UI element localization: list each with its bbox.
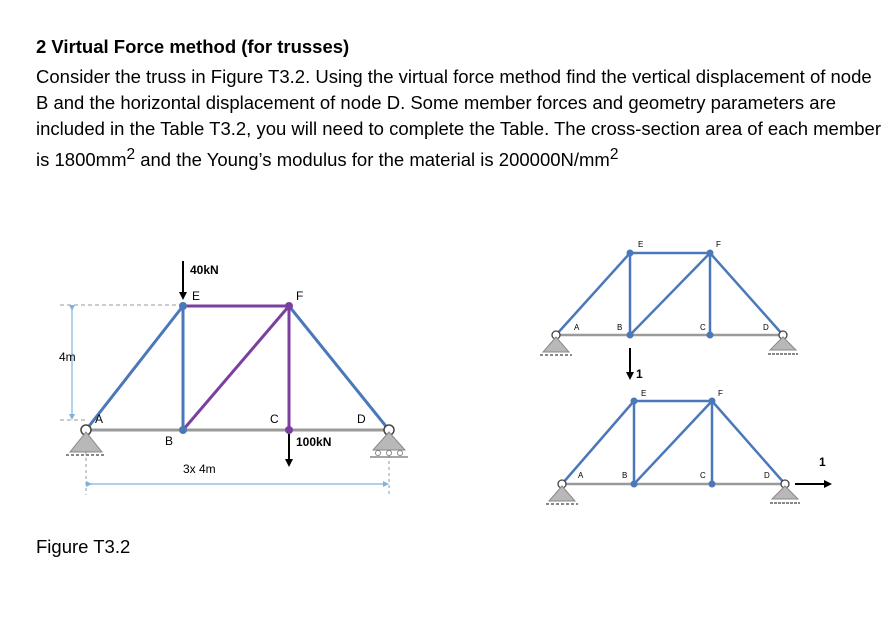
load-top-label: 40kN [190, 263, 219, 277]
v1-label-F: F [716, 240, 721, 249]
body-text-part-1: Consider the truss in Figure T3.2. Using the virtual force method find the vertical displacement of node B and the horizontal displacement of node D. Some member forces and geometry parameters are included in the Table T3.2, you will need to complete the Table. The cross-section area of each member is 1800mm [36, 66, 881, 171]
v1-label-C: C [700, 323, 706, 332]
v1-member-B-F [630, 253, 710, 335]
node-C [285, 426, 293, 434]
height-label: 4m [59, 350, 76, 364]
v1-roller-support-D [768, 337, 798, 354]
label-E: E [192, 289, 201, 303]
node-B [179, 426, 187, 434]
virtual-truss-2 [546, 389, 828, 504]
v1-member-F-D [710, 253, 783, 335]
roller-support-D [370, 432, 408, 457]
main-truss [59, 261, 408, 495]
figure-caption: Figure T3.2 [36, 536, 131, 557]
v1-pin-support-A [540, 337, 572, 355]
v2-node-F [709, 398, 716, 405]
v1-node-E [627, 250, 634, 257]
v2-member-F-D [712, 401, 785, 484]
label-A: A [95, 412, 104, 426]
v1-unit-load-label: 1 [636, 367, 643, 381]
v2-label-E: E [641, 389, 647, 398]
load-bottom-label: 100kN [296, 435, 332, 449]
v1-node-F [707, 250, 714, 257]
v2-label-D: D [764, 471, 770, 480]
v2-label-C: C [700, 471, 706, 480]
v1-node-C [707, 332, 714, 339]
node-F [285, 302, 293, 310]
v1-label-D: D [763, 323, 769, 332]
v2-pin-support-A [546, 486, 578, 504]
v2-node-B [631, 481, 638, 488]
pin-support-A [66, 432, 106, 455]
v2-label-B: B [622, 471, 628, 480]
span-label: 3x 4m [183, 462, 216, 476]
v2-label-F: F [718, 389, 723, 398]
virtual-truss-1 [540, 240, 798, 381]
label-D: D [357, 412, 366, 426]
node-E [179, 302, 187, 310]
v1-label-A: A [574, 323, 580, 332]
v2-roller-support-D [770, 486, 800, 503]
v2-label-A: A [578, 471, 584, 480]
area-unit-exponent: 2 [126, 146, 136, 163]
v2-node-E [631, 398, 638, 405]
modulus-unit-exponent: 2 [609, 146, 619, 163]
v1-label-E: E [638, 240, 644, 249]
v2-node-C [709, 481, 716, 488]
label-B: B [165, 434, 174, 448]
member-F-D [289, 306, 389, 430]
v1-node-B [627, 332, 634, 339]
label-C: C [270, 412, 279, 426]
question-heading: 2 Virtual Force method (for trusses) [36, 36, 350, 57]
v2-unit-load-label: 1 [819, 455, 826, 469]
label-F: F [296, 289, 304, 303]
body-text-part-2: and the Young’s modulus for the material is 200000N/mm [135, 149, 610, 171]
v1-label-B: B [617, 323, 623, 332]
